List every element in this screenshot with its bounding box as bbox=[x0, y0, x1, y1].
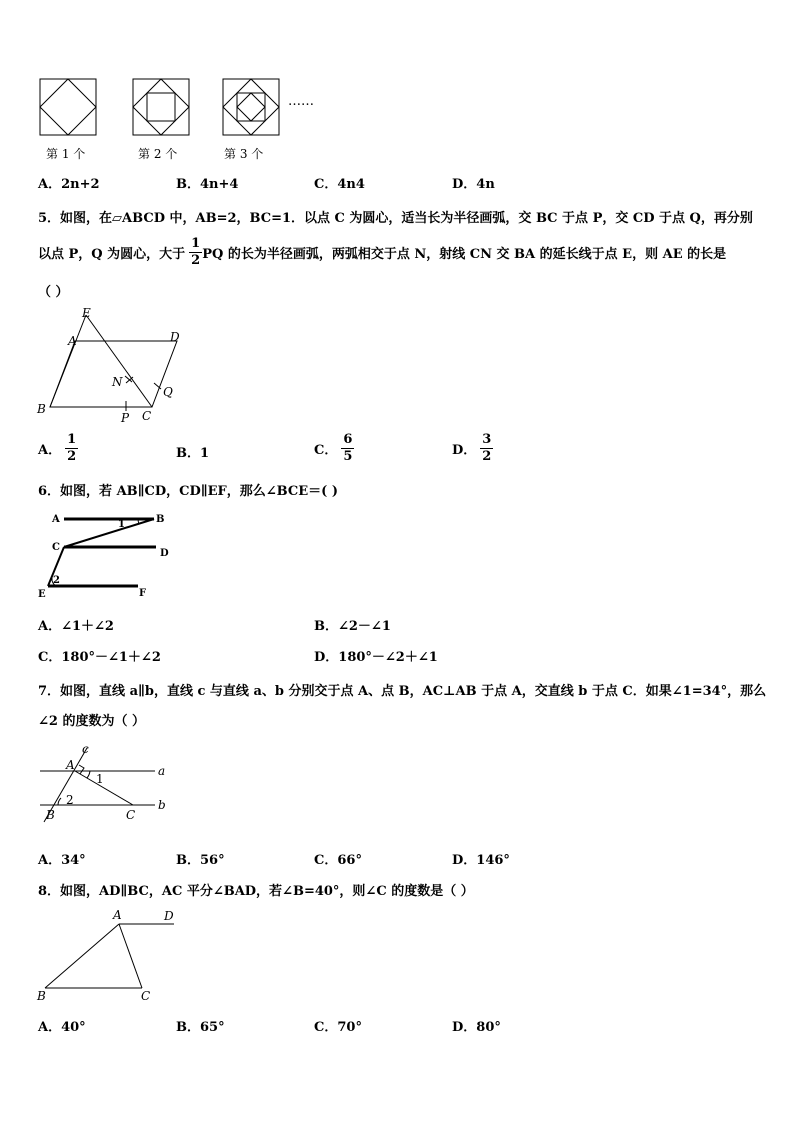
q4-fig-label-3: 第 3 个 bbox=[224, 147, 264, 161]
q6-stem: 6．如图，若 AB∥CD，CD∥EF，那么∠BCE＝( ) bbox=[38, 484, 338, 499]
q6-label-D: D bbox=[160, 548, 169, 559]
q6-label-A: A bbox=[52, 514, 60, 525]
q8-label-D: D bbox=[164, 909, 174, 923]
q6-label-C: C bbox=[52, 542, 60, 553]
q5-option-d[interactable] bbox=[452, 432, 493, 465]
q8-line-AB bbox=[45, 924, 119, 988]
q7-label-angle-2: 2 bbox=[66, 793, 74, 807]
q7-label-b: b bbox=[158, 798, 166, 812]
q5-label-Q: Q bbox=[163, 385, 173, 399]
q5-label-E: E bbox=[82, 306, 91, 320]
q4-fig-label-1: 第 1 个 bbox=[46, 147, 86, 161]
q7-label-c: c bbox=[82, 742, 89, 756]
q7-segment-AC bbox=[75, 771, 133, 805]
q5-option-d-num: 3 bbox=[482, 432, 492, 447]
q8-line-AC bbox=[119, 924, 142, 988]
q5-option-a[interactable] bbox=[38, 432, 78, 465]
q5-frac-num: 1 bbox=[191, 236, 201, 251]
q6-option-c[interactable]: C．180°－∠1＋∠2 bbox=[38, 650, 161, 665]
q8-option-d[interactable]: D．80° bbox=[452, 1020, 501, 1035]
q4-figure-2 bbox=[133, 79, 189, 135]
q5-option-d-den: 2 bbox=[482, 449, 492, 464]
q8-option-b[interactable]: B．65° bbox=[176, 1020, 225, 1035]
q7-label-A: A bbox=[66, 758, 75, 772]
q5-stem-line-2 bbox=[38, 236, 726, 269]
q4-figure-1 bbox=[40, 79, 96, 135]
q7-label-B: B bbox=[46, 808, 55, 822]
q5-option-d-label: D． bbox=[452, 443, 477, 458]
q5-line-BE bbox=[50, 315, 86, 407]
q8-option-a[interactable]: A．40° bbox=[38, 1020, 86, 1035]
q5-option-b[interactable]: B．1 bbox=[176, 446, 210, 461]
q5-option-c-num: 6 bbox=[343, 432, 353, 447]
q7-option-c[interactable]: C．66° bbox=[314, 853, 362, 868]
q5-stem-line-2b: PQ 的长为半径画弧，两弧相交于点 N，射线 CN 交 BA 的延长线于点 E，则 AE 的长是 bbox=[202, 247, 727, 262]
q5-option-a-label: A． bbox=[38, 443, 62, 458]
q7-angle-1-arc bbox=[87, 771, 90, 778]
q6-parallel-lines-figure bbox=[30, 508, 180, 603]
q7-option-d[interactable]: D．146° bbox=[452, 853, 510, 868]
q7-label-angle-1: 1 bbox=[96, 772, 104, 786]
q7-label-a: a bbox=[158, 764, 166, 778]
q5-option-c-den: 5 bbox=[343, 449, 353, 464]
q8-label-A: A bbox=[113, 908, 122, 922]
q7-option-a[interactable]: A．34° bbox=[38, 853, 86, 868]
q8-triangle-figure bbox=[30, 905, 180, 1005]
q5-stem-line-2a: 以点 P，Q 为圆心，大于 bbox=[38, 247, 186, 262]
q5-option-a-fraction bbox=[65, 432, 78, 465]
q7-right-angle-mark bbox=[79, 765, 84, 774]
q5-parallelogram-figure bbox=[30, 303, 190, 428]
q5-label-P: P bbox=[121, 411, 130, 425]
q7-label-C: C bbox=[126, 808, 136, 822]
q4-pattern-figures bbox=[30, 72, 330, 142]
q7-angle-2-arc bbox=[58, 798, 61, 805]
q5-label-N: N bbox=[112, 375, 123, 389]
q6-label-E: E bbox=[38, 589, 46, 600]
q5-frac-den: 2 bbox=[191, 253, 201, 268]
q5-option-c-label: C． bbox=[314, 443, 338, 458]
q5-parallelogram bbox=[50, 341, 177, 407]
q6-label-B: B bbox=[156, 514, 165, 525]
q5-label-A: A bbox=[68, 334, 77, 348]
q5-option-d-fraction bbox=[480, 432, 493, 465]
q4-fig-label-2: 第 2 个 bbox=[138, 147, 178, 161]
q5-label-B: B bbox=[37, 402, 46, 416]
q4-option-c[interactable]: C．4n4 bbox=[314, 177, 365, 192]
q5-stem-line-1: 5．如图，在▱ABCD 中，AB=2，BC=1．以点 C 为圆心，适当长为半径画弧，交 BC 于点 P，交 CD 于点 Q，再分别 bbox=[38, 211, 753, 226]
q6-option-a[interactable]: A．∠1＋∠2 bbox=[38, 619, 114, 634]
q4-option-a[interactable]: A．2n+2 bbox=[38, 177, 100, 192]
q6-option-d[interactable]: D．180°－∠2＋∠1 bbox=[314, 650, 438, 665]
q5-option-a-num: 1 bbox=[67, 432, 77, 447]
q4-option-b[interactable]: B．4n+4 bbox=[176, 177, 239, 192]
q6-line-BC bbox=[64, 519, 154, 547]
q5-answer-blank: （ ） bbox=[38, 285, 69, 300]
q8-option-c[interactable]: C．70° bbox=[314, 1020, 362, 1035]
q4-ellipsis: …… bbox=[288, 94, 314, 109]
q6-option-b[interactable]: B．∠2－∠1 bbox=[314, 619, 391, 634]
q6-label-angle-1: 1 bbox=[118, 519, 125, 530]
q4-option-d[interactable]: D．4n bbox=[452, 177, 495, 192]
q5-option-c[interactable] bbox=[314, 432, 354, 465]
q6-label-F: F bbox=[139, 588, 147, 599]
q5-ray-CE bbox=[86, 315, 152, 407]
q7-stem-line-2: ∠2 的度数为（ ） bbox=[38, 714, 145, 729]
q7-option-b[interactable]: B．56° bbox=[176, 853, 225, 868]
q5-option-a-den: 2 bbox=[67, 449, 77, 464]
q7-parallel-lines-figure bbox=[30, 738, 180, 828]
q8-label-C: C bbox=[141, 989, 151, 1003]
q5-option-c-fraction bbox=[341, 432, 354, 465]
q7-stem-line-1: 7．如图，直线 a∥b，直线 c 与直线 a、b 分别交于点 A、点 B，AC⊥AB 于点 A，交直线 b 于点 C．如果∠1=34°，那么 bbox=[38, 684, 767, 699]
q5-label-C: C bbox=[142, 409, 152, 423]
q5-fraction-half bbox=[189, 236, 202, 269]
q8-label-B: B bbox=[37, 989, 46, 1003]
q4-figure-3 bbox=[223, 79, 279, 135]
q6-label-angle-2: 2 bbox=[53, 575, 60, 586]
q5-label-D: D bbox=[170, 330, 180, 344]
q8-stem: 8．如图，AD∥BC，AC 平分∠BAD，若∠B=40°，则∠C 的度数是（ ） bbox=[38, 884, 474, 899]
